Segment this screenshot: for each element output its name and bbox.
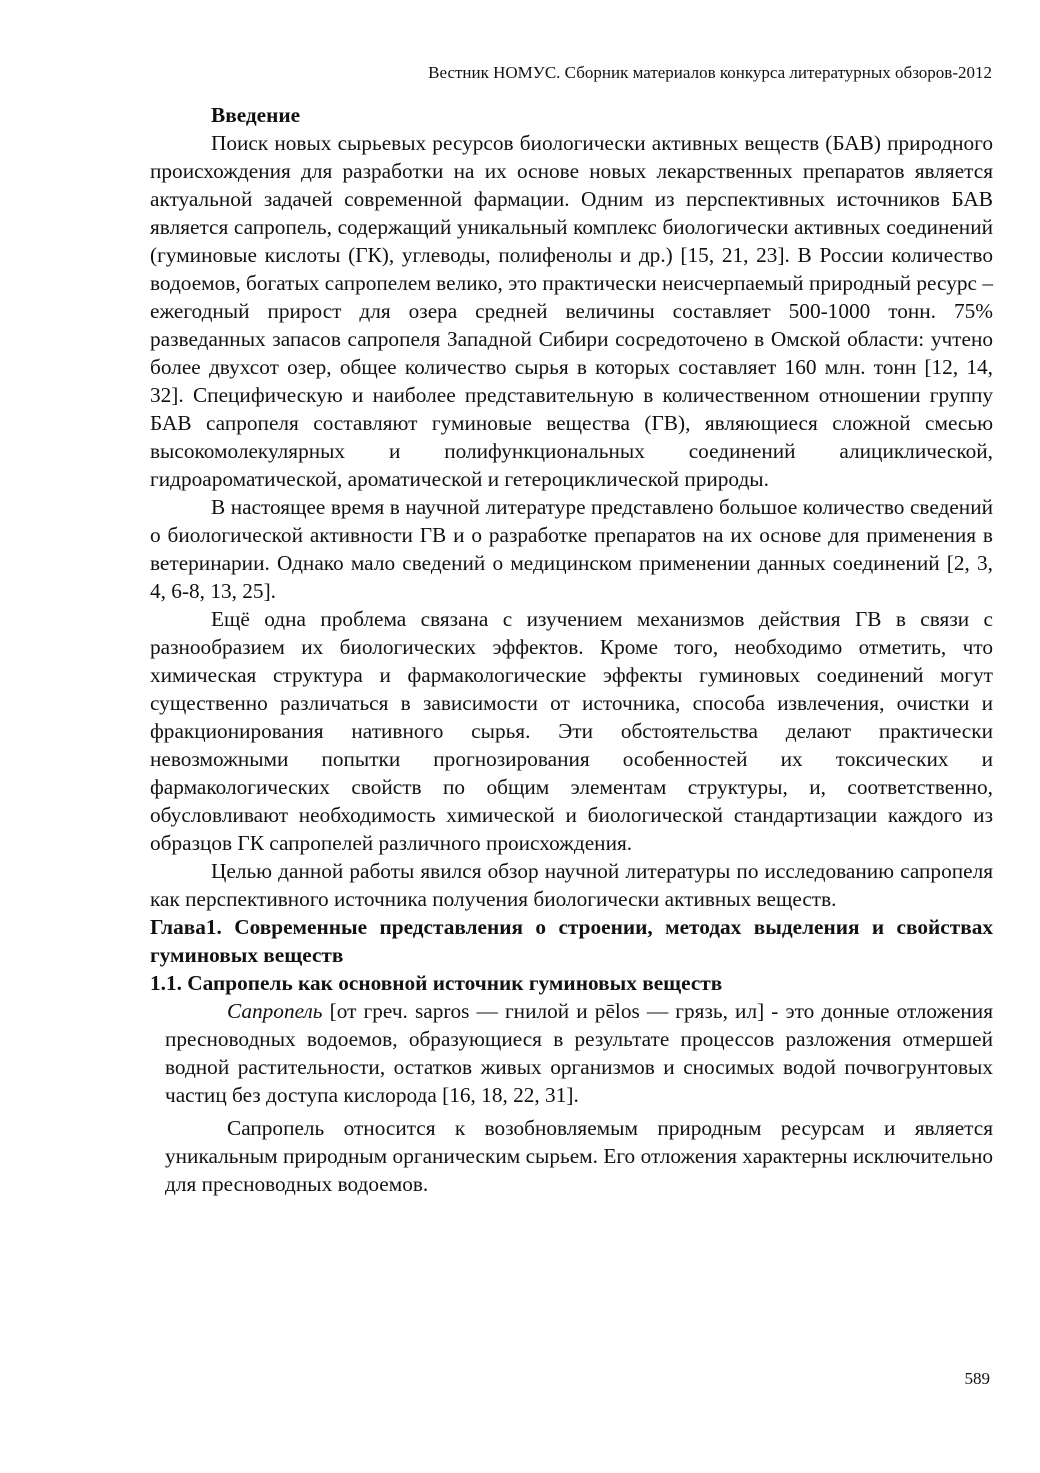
running-header: Вестник НОМУС. Сборник материалов конкурса литературных обзоров-2012 bbox=[428, 63, 992, 82]
sapropel-definition-paragraph bbox=[165, 997, 993, 1109]
intro-paragraph-2: В настоящее время в научной литературе представлено большое количество сведений о биологической активности ГВ и о разработке препаратов на их основе для применения в ветеринарии. Однако мало сведений о медицинском применении данных соединений [2, 3, 4, 6-8, 13, 25]. bbox=[150, 495, 993, 603]
intro-paragraph-3: Ещё одна проблема связана с изучением механизмов действия ГВ в связи с разнообразием их биологических эффектов. Кроме того, необходимо отметить, что химическая структура и фармакологические эффекты гуминовых соединений могут существенно различаться в зависимости от источника, способа извлечения, очистки и фракционирования нативного сырья. Эти обстоятельства делают практически невозможными попытки прогнозирования особенностей их токсических и фармакологических свойств по общим элементам структуры, и, соответственно, обусловливают необходимость химической и биологической стандартизации каждого из образцов ГК сапропелей различного происхождения. bbox=[150, 607, 993, 855]
section-body bbox=[165, 997, 993, 1198]
term-sapropel: Сапропель bbox=[227, 999, 323, 1023]
intro-paragraph-4: Целью данной работы явился обзор научной литературы по исследованию сапропеля как перспективного источника получения биологически активных веществ. bbox=[150, 859, 993, 911]
article-body bbox=[150, 101, 993, 1198]
definition-text: [от греч. sapros — гнилой и pēlos — грязь, ил] - это донные отложения пресноводных водоемов, образующиеся в результате процессов разложения отмершей водной растительности, остатков живых организмов и сносимых водой почвогрунтовых частиц без доступа кислорода [16, 18, 22, 31]. bbox=[165, 999, 993, 1107]
intro-paragraph-1: Поиск новых сырьевых ресурсов биологически активных веществ (БАВ) природного происхождения для разработки на их основе новых лекарственных препаратов является актуальной задачей современной фармации. Одним из перспективных источников БАВ является сапропель, содержащий уникальный комплекс биологически активных соединений (гуминовые кислоты (ГК), углеводы, полифенолы и др.) [15, 21, 23]. В России количество водоемов, богатых сапропелем велико, это практически неисчерпаемый природный ресурс – ежегодный прирост для озера средней величины составляет 500-1000 тонн. 75% разведанных запасов сапропеля Западной Сибири сосредоточено в Омской области: учтено более двухсот озер, общее количество сырья в которых составляет 160 млн. тонн [12, 14, 32]. Специфическую и наиболее представительную в количественном отношении группу БАВ сапропеля составляют гуминовые вещества (ГВ), являющиеся сложной смесью высокомолекулярных и полифункциональных соединений алициклической, гидроароматической, ароматической и гетероциклической природы. bbox=[150, 131, 993, 491]
chapter-heading: Глава1. Современные представления о строении, методах выделения и свойствах гуминовых веществ bbox=[150, 915, 993, 967]
intro-heading: Введение bbox=[211, 103, 301, 127]
section-heading: 1.1. Сапропель как основной источник гуминовых веществ bbox=[150, 971, 723, 995]
page-number: 589 bbox=[964, 1369, 990, 1388]
sapropel-paragraph-2: Сапропель относится к возобновляемым природным ресурсам и является уникальным природным органическим сырьем. Его отложения характерны исключительно для пресноводных водоемов. bbox=[165, 1116, 993, 1196]
